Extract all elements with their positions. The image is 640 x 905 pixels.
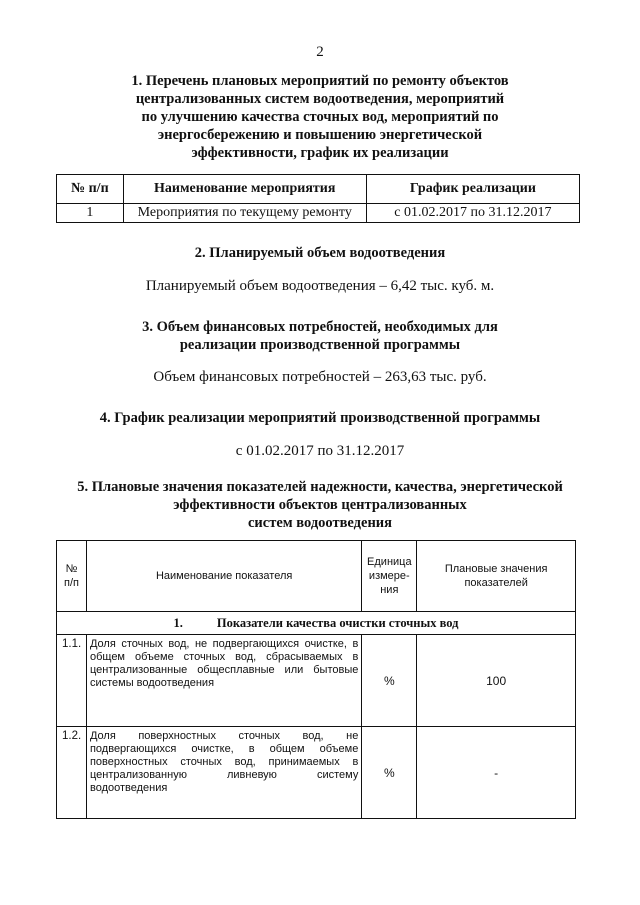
table-row: [57, 727, 576, 819]
section-3-text: Объем финансовых потребностей – 263,63 тыс. руб.: [153, 369, 487, 385]
section-3-title: [0, 318, 640, 354]
activities-table: [56, 174, 580, 223]
cell-indicator: Доля сточных вод, не подвергающихся очистке, в общем объеме сточных вод, сбрасываемых в централизованные общесплавные или бытовые системы водоотведения: [86, 635, 361, 727]
cell-unit: %: [362, 635, 417, 727]
section-1-title-line: 1. Перечень плановых мероприятий по ремонту объектов: [131, 73, 509, 89]
section-2-title: 2. Планируемый объем водоотведения: [194, 245, 446, 261]
cell-schedule: с 01.02.2017 по 31.12.2017: [366, 204, 579, 223]
cell-unit: %: [362, 727, 417, 819]
header-line: измере-: [368, 570, 410, 582]
col-header-value: [417, 541, 576, 612]
table-row: [57, 204, 580, 223]
section-5-title: [0, 478, 640, 532]
cell-value: 100: [417, 635, 576, 727]
cell-value: -: [417, 727, 576, 819]
header-line: п/п: [63, 577, 79, 589]
header-line: Единица: [367, 556, 412, 568]
section-4-title: 4. График реализации мероприятий производственной программы: [99, 410, 541, 426]
section-3-title-line: реализации производственной программы: [179, 337, 461, 353]
section-3-title-line: 3. Объем финансовых потребностей, необходимых для: [142, 319, 498, 335]
col-header-schedule: График реализации: [366, 175, 579, 204]
cell-num: 1.2.: [57, 727, 87, 819]
section-1-title-line: энергосбережению и повышению энергетической: [157, 127, 483, 143]
section-1-title-line: централизованных систем водоотведения, мероприятий: [135, 91, 505, 107]
header-line: №: [65, 563, 78, 575]
section-1-title-line: эффективности, график их реализации: [191, 145, 449, 161]
indicators-table-header: [57, 541, 576, 612]
indicators-table: [56, 540, 576, 819]
section-1-title: [0, 72, 640, 162]
group-label: Показатели качества очистки сточных вод: [216, 615, 459, 630]
cell-num: 1: [57, 204, 124, 223]
cell-indicator: Доля поверхностных сточных вод, не подвергающихся очистке, в общем объеме поверхностных сточных вод, принимаемых в централизованную ливневую систему водоотведения: [86, 727, 361, 819]
activities-table-header: [57, 175, 580, 204]
section-2-text: Планируемый объем водоотведения – 6,42 тыс. куб. м.: [145, 278, 495, 294]
cell-activity: Мероприятия по текущему ремонту: [123, 204, 366, 223]
group-title: [57, 612, 576, 635]
col-header-num: [57, 541, 87, 612]
header-line: Плановые значения: [444, 563, 548, 575]
section-1-title-line: по улучшению качества сточных вод, мероприятий по: [141, 109, 499, 125]
col-header-indicator: Наименование показателя: [86, 541, 361, 612]
section-5-title-line: 5. Плановые значения показателей надежности, качества, энергетической: [77, 479, 563, 495]
group-num: 1.: [173, 615, 183, 630]
header-line: показателей: [464, 577, 528, 589]
col-header-unit: [362, 541, 417, 612]
section-4-text: с 01.02.2017 по 31.12.2017: [235, 443, 405, 459]
header-line: ния: [380, 584, 399, 596]
section-5-title-line: систем водоотведения: [247, 515, 393, 531]
col-header-num: № п/п: [57, 175, 124, 204]
col-header-activity: Наименование мероприятия: [123, 175, 366, 204]
cell-num: 1.1.: [57, 635, 87, 727]
page-number: 2: [316, 44, 324, 60]
section-5-title-line: эффективности объектов централизованных: [173, 497, 467, 513]
table-row: [57, 635, 576, 727]
group-row: [57, 612, 576, 635]
